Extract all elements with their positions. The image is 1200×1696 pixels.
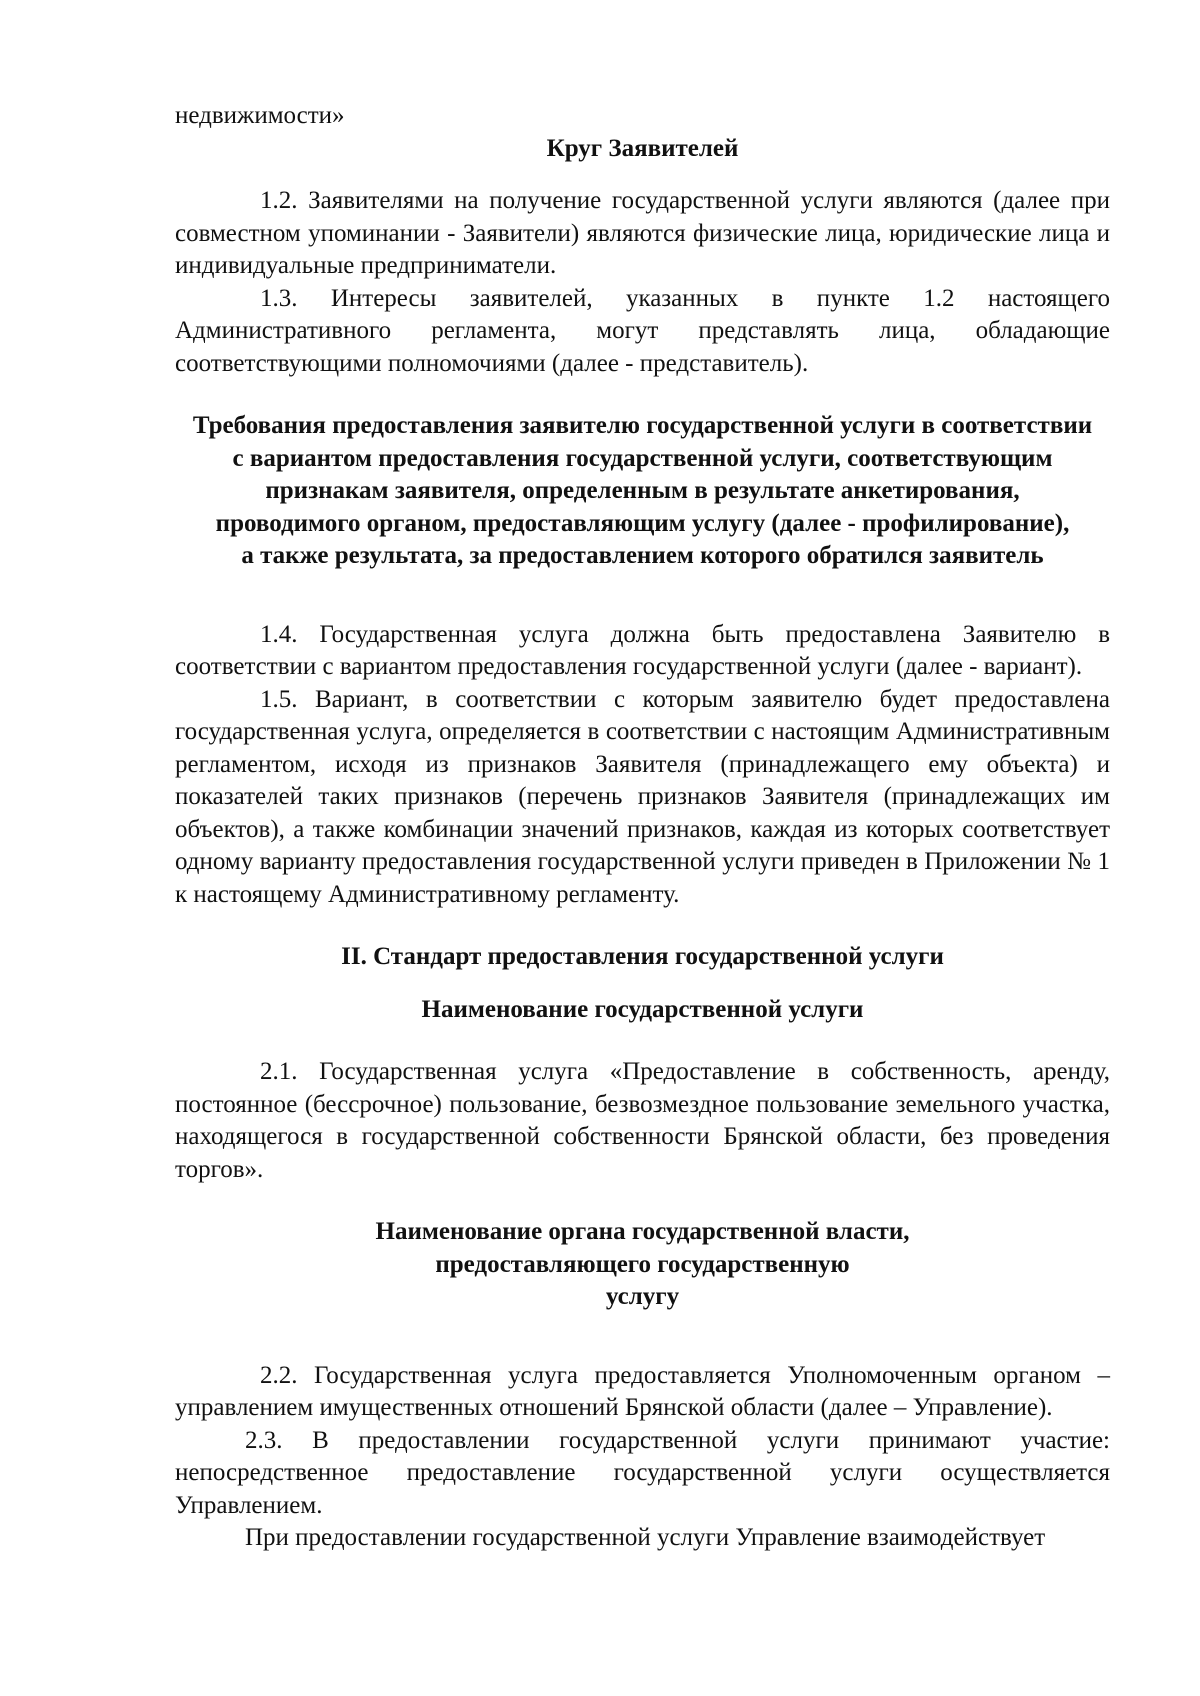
continuation-line: недвижимости» xyxy=(175,102,345,129)
heading-requirements-line: с вариантом предоставления государственной услуги, соответствующим xyxy=(232,444,1053,472)
heading-requirements-line: проводимого органом, предоставляющим услугу (далее - профилирование), xyxy=(215,509,1070,537)
heading-requirements xyxy=(175,410,1110,573)
document-body xyxy=(175,100,1110,1555)
paragraph-2-3: 2.3. В предоставлении государственной услуги принимают участие: непосредственное предоставление государственной услуги осуществляется Управлением. xyxy=(175,1426,1110,1519)
heading-service-name: Наименование государственной услуги xyxy=(421,995,864,1023)
heading-authority-line: услугу xyxy=(605,1283,680,1310)
paragraph-1-5: 1.5. Вариант, в соответствии с которым заявителю будет предоставлена государственная услуга, определяется в соответствии с настоящим Административным регламентом, исходя из признаков Заявителя (принадлежащего ему объекта) и показателей таких признаков (перечень признаков Заявителя (принадлежащих им объектов), а также комбинации значений признаков, каждая из которых соответствует одному варианту предоставления государственной услуги приведен в Приложении № 1 к настоящему Административному регламенту. xyxy=(175,685,1110,908)
heading-requirements-line: а также результата, за предоставлением которого обратился заявитель xyxy=(241,542,1044,569)
paragraph-last: При предоставлении государственной услуги Управление взаимодействует xyxy=(245,1524,1046,1551)
heading-applicants: Круг Заявителей xyxy=(546,134,739,162)
heading-requirements-line: Требования предоставления заявителю государственной услуги в соответствии xyxy=(192,412,1093,439)
heading-authority-line: Наименование органа государственной власти, xyxy=(375,1218,910,1245)
section-2-title: II. Стандарт предоставления государственной услуги xyxy=(341,943,944,970)
heading-authority-line: предоставляющего государственную xyxy=(435,1250,850,1278)
heading-requirements-line: признакам заявителя, определенным в результате анкетирования, xyxy=(265,477,1020,504)
paragraph-1-4: 1.4. Государственная услуга должна быть предоставлена Заявителю в соответствии с вариантом предоставления государственной услуги (далее - вариант). xyxy=(175,620,1110,680)
paragraph-2-1: 2.1. Государственная услуга «Предоставление в собственность, аренду, постоянное (бессрочное) пользование, безвозмездное пользование земельного участка, находящегося в государственной собственности Брянской области, без проведения торгов». xyxy=(175,1058,1110,1183)
paragraph-2-2: 2.2. Государственная услуга предоставляется Уполномоченным органом – управлением имущественных отношений Брянской области (далее – Управление). xyxy=(175,1361,1110,1421)
heading-authority xyxy=(175,1216,1110,1314)
paragraph-1-2: 1.2. Заявителями на получение государственной услуги являются (далее при совместном упоминании - Заявители) являются физические лица, юридические лица и индивидуальные предприниматели. xyxy=(175,187,1110,279)
paragraph-1-3: 1.3. Интересы заявителей, указанных в пункте 1.2 настоящего Административного регламента, могут представлять лица, обладающие соответствующими полномочиями (далее - представитель). xyxy=(175,284,1110,377)
